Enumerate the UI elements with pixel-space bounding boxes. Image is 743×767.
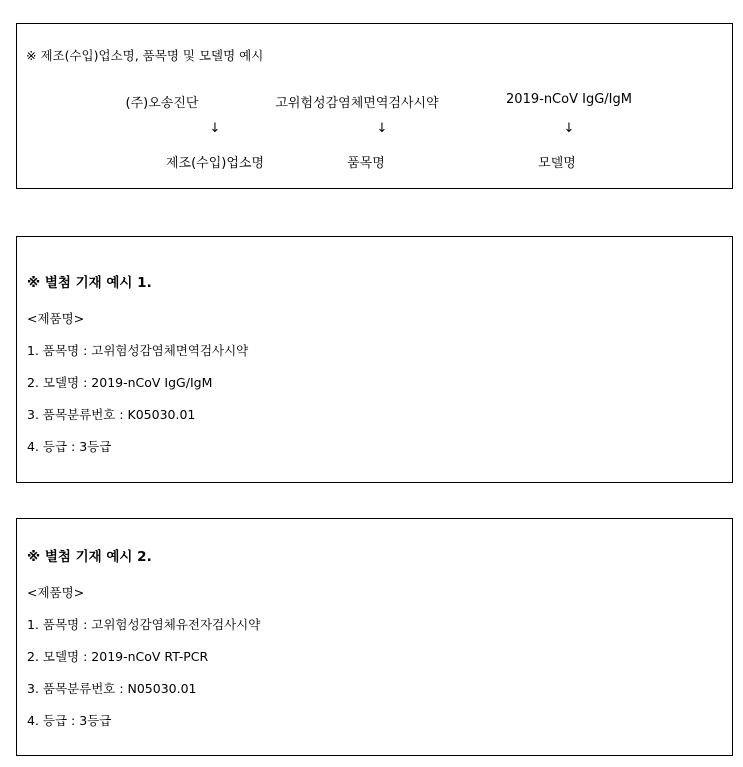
attachment-example-2-box [16,518,733,756]
model-value: 2019-nCoV IgG/IgM [506,92,632,107]
example-1-line: 4. 등급 : 3등급 [27,439,112,454]
arrow-down-icon: ↓ [376,121,388,136]
example-2-line: 3. 품목분류번호 : N05030.01 [27,681,197,696]
manufacturer-label: 제조(수입)업소명 [165,156,265,171]
example-2-line: 1. 품목명 : 고위험성감염체유전자검사시약 [27,617,261,632]
arrow-down-icon: ↓ [563,121,575,136]
naming-example-box [16,23,733,189]
example-1-line: 3. 품목분류번호 : K05030.01 [27,407,196,422]
example-2-title: ※ 별첨 기재 예시 2. [27,549,152,565]
example-1-line: 2. 모델명 : 2019-nCoV IgG/IgM [27,375,213,390]
arrow-down-icon: ↓ [209,121,221,136]
example-1-line: 1. 품목명 : 고위험성감염체면역검사시약 [27,343,249,358]
example-1-heading: <제품명> [27,311,85,326]
manufacturer-value: (주)오송진단 [125,96,199,111]
attachment-example-1-box [16,236,733,483]
example-2-line: 4. 등급 : 3등급 [27,713,112,728]
naming-example-title: ※ 제조(수입)업소명, 품목명 및 모델명 예시 [26,48,264,63]
example-2-heading: <제품명> [27,585,85,600]
item-label: 품목명 [347,156,385,171]
example-2-line: 2. 모델명 : 2019-nCoV RT-PCR [27,649,209,664]
item-value: 고위험성감염체면역검사시약 [275,96,439,111]
model-label: 모델명 [538,156,576,171]
example-1-title: ※ 별첨 기재 예시 1. [27,275,152,291]
